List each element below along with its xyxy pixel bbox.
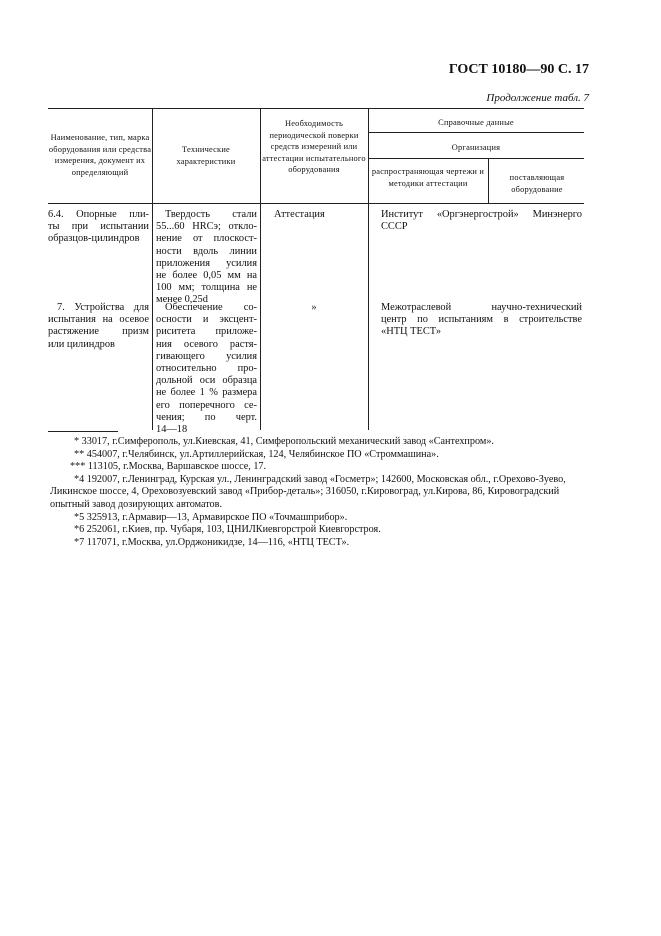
footnotes	[50, 436, 586, 549]
row1-equipment-line: образцов-цилиндров	[48, 233, 140, 245]
footnote-text: 117071, г.Москва, ул.Орджоникидзе, 14—116, «НТЦ ТЕСТ».	[86, 536, 350, 548]
row1-specs-line: нение от плоскост-	[156, 233, 257, 245]
org-rule	[368, 158, 584, 159]
footnote-text: 192007, г.Ленинград, Курская ул., Ленинградский завод «Госметр»; 142600, Московская обл., г.Орехово-Зуево, Ликинское шоссе, 4, Ореховозуевский завод «Прибор-деталь»; 316050, г.Кировоград, ул.Кирова, 86, Кировоградский опытный завод дозирующих автоматов.	[50, 473, 566, 510]
footnote-text: 454007, г.Челябинск, ул.Артиллерийская, 124, Челябинское ПО «Строммашина».	[86, 448, 439, 460]
footnote-text: 325913, г.Армавир—13, Армавирское ПО «Точмашприбор».	[86, 511, 348, 523]
row1-specs-line: не более 0,05 мм на	[156, 270, 257, 282]
row1-specs-line: 55...60 HRCэ; откло-	[156, 221, 257, 233]
col-header-reference: Справочные данные	[438, 118, 514, 127]
row2-organization-line: центр по испытаниям в строительстве	[381, 314, 582, 326]
footnote-mark: *7	[74, 536, 85, 548]
footnote-mark: *4	[74, 473, 85, 485]
row1-equipment	[48, 209, 149, 246]
footnote-mark: **	[74, 448, 85, 460]
footnote	[50, 512, 586, 525]
footnote	[50, 474, 586, 512]
footnote	[50, 461, 586, 474]
row2-equipment-line: или цилиндров	[48, 338, 115, 350]
row2-equipment-line: 7. Устройства для	[57, 302, 149, 313]
row2-specs-line: чения; по черт.	[156, 411, 257, 423]
footnote-text: 113105, г.Москва, Варшавское шоссе, 17.	[87, 461, 267, 473]
row2-specs	[156, 302, 257, 436]
footnote	[50, 449, 586, 462]
row2-specs-line: его поперечного се-	[156, 399, 257, 411]
row2-equipment	[48, 302, 149, 351]
col-header-specs: Технические характеристики	[176, 145, 236, 166]
footnote-mark: *5	[74, 511, 85, 523]
table-header-bottom-rule	[48, 203, 584, 204]
row2-verification: »	[311, 302, 317, 313]
row1-specs-line: 100 мм; толщина не	[156, 282, 257, 294]
table-continuation-label: Продолжение табл. 7	[486, 92, 589, 104]
row2-specs-line: Обеспечение со-	[165, 302, 257, 313]
col-header-organization: Организация	[451, 143, 501, 152]
row2-organization	[381, 302, 582, 339]
ref-rule	[368, 132, 584, 133]
col-header-supplying: поставляющая оборудование	[509, 173, 565, 194]
row1-specs	[156, 209, 257, 307]
footnote-text: 33017, г.Симферополь, ул.Киевская, 41, Симферопольский механический завод «Сантехпром».	[81, 436, 494, 447]
row2-specs-line: не более 1 % размера	[156, 387, 257, 399]
row2-specs-line: ния осевого растя-	[156, 338, 257, 350]
footnote	[50, 436, 586, 449]
row2-organization-line: Межотраслевой научно-технический	[381, 302, 582, 313]
footnote-mark: ***	[70, 461, 86, 473]
row2-specs-line: гивающего усилия	[156, 350, 257, 362]
table-top-rule	[48, 108, 584, 109]
col-divider-1	[152, 108, 153, 430]
row1-equipment-line: ты при испытании	[48, 221, 149, 233]
row1-specs-line: Твердость стали	[165, 209, 257, 220]
row2-specs-line: осности и эксцент-	[156, 314, 257, 326]
row1-verification: Аттестация	[274, 209, 325, 220]
footnote-text: 252061, г.Киев, пр. Чубаря, 103, ЦНИЛКиевгорстрой Киевгорстроя.	[86, 524, 381, 536]
footnote-mark: *6	[74, 524, 85, 536]
col-divider-2	[260, 108, 261, 430]
col-header-verification: Необходимость периодической поверки средств измерений или аттестации испытательного оборудования	[262, 119, 366, 174]
row2-specs-line: дольной оси образца	[156, 375, 257, 387]
row1-specs-line: ности вдоль линии	[156, 245, 257, 257]
footnote	[50, 524, 586, 537]
row1-organization	[381, 209, 582, 233]
row2-organization-line: «НТЦ ТЕСТ»	[381, 326, 442, 338]
col-divider-3	[368, 108, 369, 430]
page-header: ГОСТ 10180—90 С. 17	[448, 62, 589, 77]
footnote-separator	[48, 431, 118, 432]
row2-specs-line: 14—18	[156, 424, 188, 436]
col-divider-4	[488, 158, 489, 203]
row1-organization-line: СССР	[381, 221, 408, 233]
row1-specs-line: приложения усилия	[156, 257, 257, 269]
row2-equipment-line: испытания на осевое	[48, 314, 149, 326]
col-header-distributing: распространяющая чертежи и методики аттестации	[371, 167, 485, 188]
row1-organization-line: Институт «Оргэнергострой» Минэнерго	[381, 209, 582, 220]
row2-specs-line: относительно про-	[156, 363, 257, 375]
row2-equipment-line: растяжение призм	[48, 326, 149, 338]
footnote	[50, 537, 586, 550]
col-header-equipment: Наименование, тип, марка оборудования или средства измерения, документ их определяющий	[48, 133, 152, 177]
row1-specs-line: менее 0,25d	[156, 294, 208, 306]
row1-equipment-line: 6.4. Опорные пли-	[48, 209, 149, 220]
row2-specs-line: риситета приложе-	[156, 326, 257, 338]
footnote-mark: *	[74, 436, 80, 447]
